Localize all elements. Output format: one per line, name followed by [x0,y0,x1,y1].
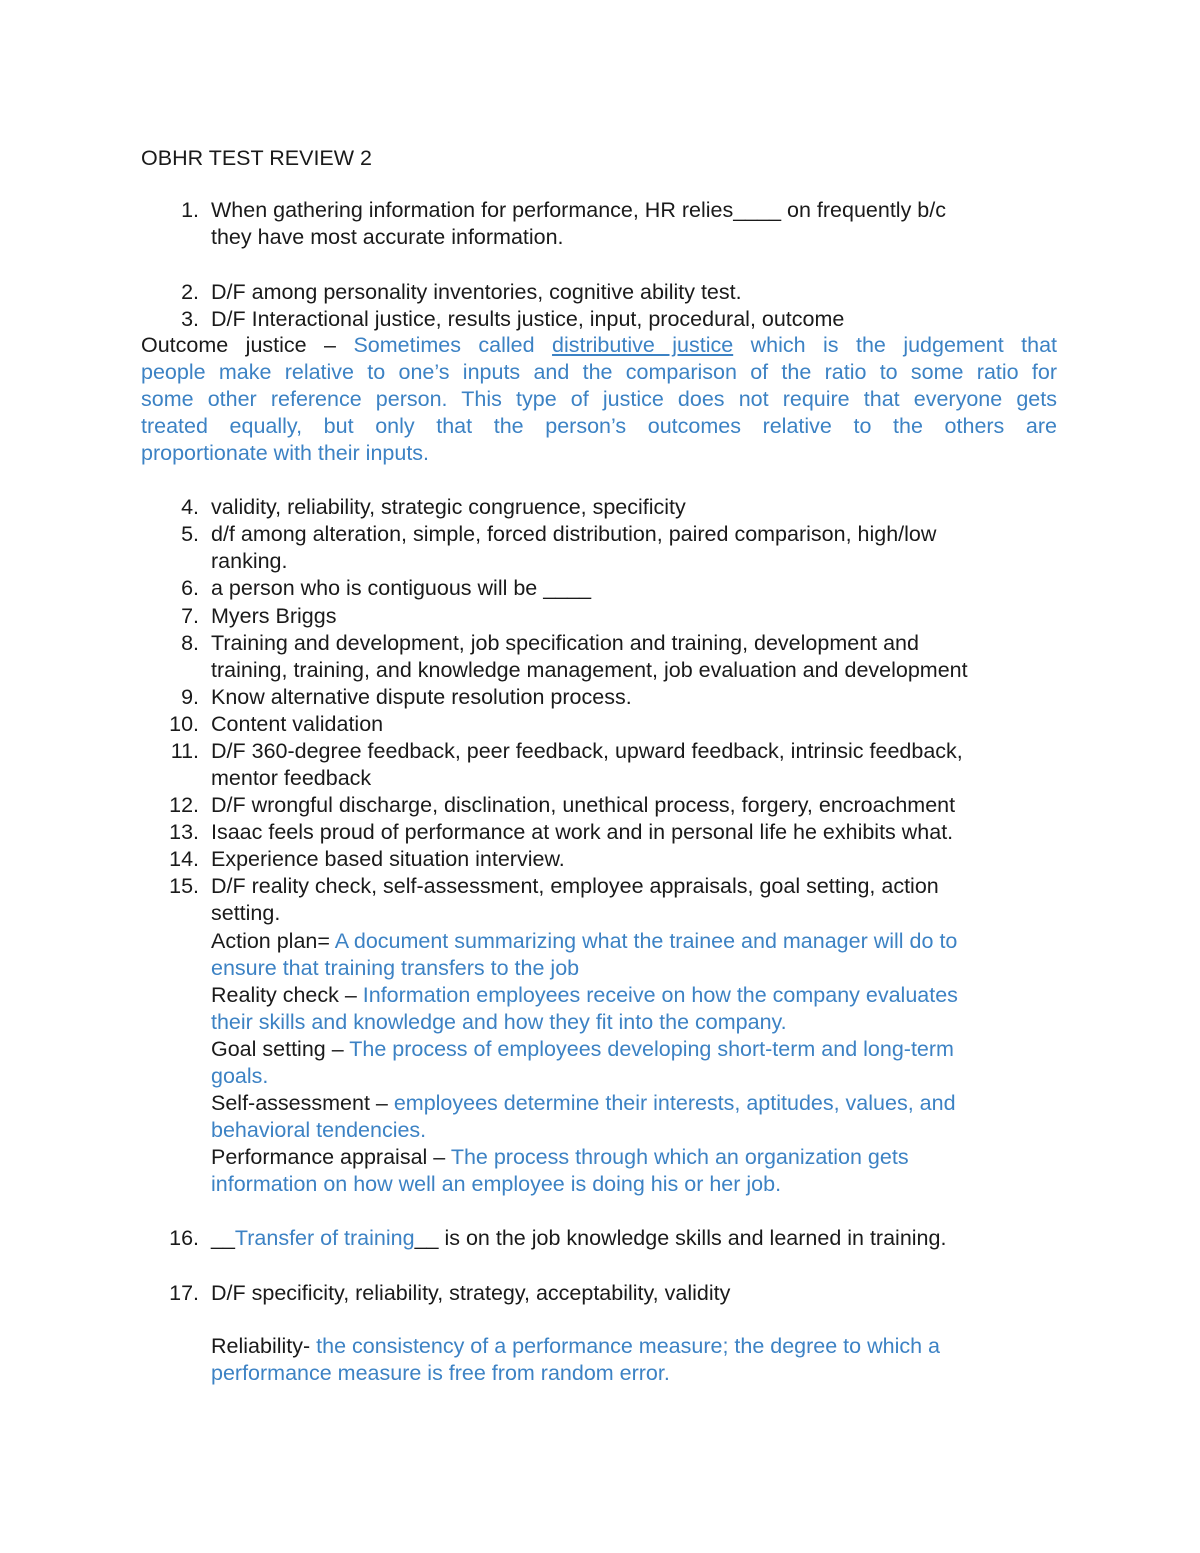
item-suffix: __ is on the job knowledge skills and learned in training. [414,1226,947,1250]
definition-line: goals. [211,1064,269,1088]
definition-line: ensure that training transfers to the job [211,956,580,980]
item-text: Training and development, job specification and training, development and [211,631,919,655]
definition-text: the consistency of a performance measure; the degree to which a [316,1334,940,1358]
definition-text: which is the judgement that [733,333,1058,357]
item-text: D/F Interactional justice, results justice, input, procedural, outcome [211,307,845,331]
definition-line: behavioral tendencies. [211,1118,427,1142]
definition-line: their skills and knowledge and how they fit into the company. [211,1010,787,1034]
item-number: 6. [181,576,199,600]
item-text: training, training, and knowledge management, job evaluation and development [211,658,968,682]
definition-text: Sometimes called [353,333,553,357]
distributive-justice-link[interactable]: distributive justice [552,333,734,357]
definition-line: some other reference person. This type of justice does not require that everyone gets [141,387,1057,412]
item-text: Isaac feels proud of performance at work and in personal life he exhibits what. [211,820,954,844]
definition-term: Action plan= [211,929,335,953]
item-text: Content validation [211,712,384,736]
item-number: 13. [169,820,199,844]
definition-term: Reality check – [211,983,363,1007]
blank-prefix: __ [211,1226,235,1250]
definition-line [211,1090,958,1117]
item-text: ranking. [211,549,288,573]
item-text: When gathering information for performance, HR relies____ on frequently b/c [211,198,946,222]
item-number: 12. [169,793,199,817]
item-number: 5. [181,522,199,546]
definition-term: Self-assessment – [211,1091,394,1115]
definition-line [211,1144,958,1171]
item-text: Experience based situation interview. [211,847,565,871]
item-number: 16. [169,1226,199,1250]
definition-line [141,332,1057,359]
definition-line: information on how well an employee is doing his or her job. [211,1172,782,1196]
item-text: validity, reliability, strategic congruence, specificity [211,495,686,519]
item-text: D/F reality check, self-assessment, employee appraisals, goal setting, action [211,874,939,898]
definition-term: Outcome justice – [141,333,354,357]
definition-line: treated equally, but only that the person’s outcomes relative to the others are [141,414,1057,439]
item-text: d/f among alteration, simple, forced distribution, paired comparison, high/low [211,522,937,546]
item-number: 3. [181,307,199,331]
item-number: 11. [170,739,199,763]
item-text: D/F among personality inventories, cognitive ability test. [211,280,742,304]
definition-text: employees determine their interests, aptitudes, values, and [393,1091,956,1115]
definition-term: Goal setting – [211,1037,350,1061]
item-number: 17. [169,1281,199,1305]
item-text: they have most accurate information. [211,225,564,249]
item-text: D/F specificity, reliability, strategy, acceptability, validity [211,1281,731,1305]
item-text: Myers Briggs [211,604,337,628]
definition-term: Reliability- [211,1334,317,1358]
definition-line: proportionate with their inputs. [141,441,430,466]
item-number: 9. [181,685,199,709]
definition-line: performance measure is free from random error. [211,1361,670,1385]
item-number: 15. [169,874,199,898]
item-number: 10. [169,712,199,736]
definition-term: Performance appraisal – [211,1145,451,1169]
item-number: 4. [181,495,199,519]
item-text [211,1225,946,1252]
item-number: 7. [181,604,199,628]
reliability-definition [211,1333,940,1387]
page-title: OBHR TEST REVIEW 2 [141,146,372,170]
definition-line [211,1333,940,1360]
definition-text: The process through which an organization gets [450,1145,909,1169]
definition-text: A document summarizing what the trainee and manager will do to [334,929,958,953]
item-text: D/F wrongful discharge, disclination, unethical process, forgery, encroachment [211,793,956,817]
definitions-block [211,928,958,1198]
item-text: mentor feedback [211,766,372,790]
definition-text: The process of employees developing short-term and long-term [349,1037,954,1061]
item-number: 14. [169,847,199,871]
definition-line [211,1036,958,1063]
definition-text: Information employees receive on how the company evaluates [362,983,958,1007]
item-text: a person who is contiguous will be ____ [211,576,592,600]
item-number: 2. [181,280,199,304]
definition-line: people make relative to one’s inputs and the comparison of the ratio to some ratio for [141,360,1057,385]
item-text: Know alternative dispute resolution process. [211,685,632,709]
item-number: 1. [181,198,199,222]
item-text: D/F 360-degree feedback, peer feedback, upward feedback, intrinsic feedback, [211,739,963,763]
definition-line [211,982,958,1009]
item-number: 8. [181,631,199,655]
answer-text: Transfer of training [234,1226,415,1250]
outcome-justice-definition [141,332,1057,467]
definition-line [211,928,958,955]
item-text: setting. [211,901,281,925]
